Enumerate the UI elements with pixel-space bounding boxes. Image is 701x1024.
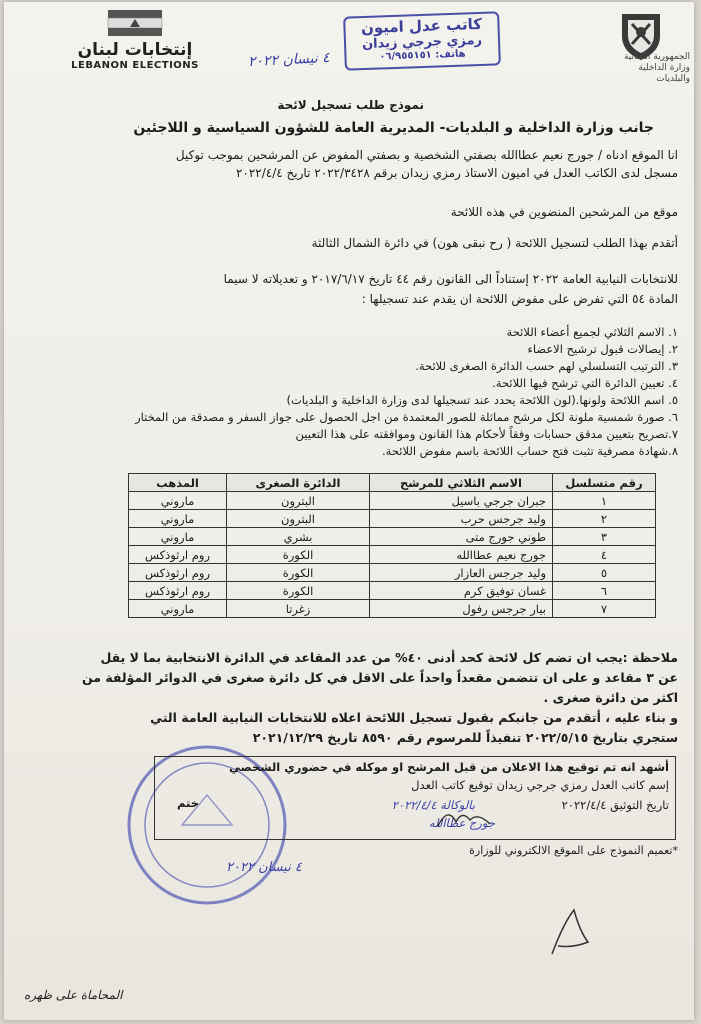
table-row [129, 528, 656, 546]
cell-name: غسان توفيق كرم [370, 582, 553, 600]
certification-box [154, 756, 676, 840]
footer-note: *تعميم النموذج على الموقع الالكتروني للوزارة [469, 844, 678, 857]
body-line-6: المادة ٥٤ التي تفرض على مفوض اللائحة ان يقدم عند تسجيلها : [361, 292, 678, 306]
cell-name: وليد جرجس حرب [370, 510, 553, 528]
cert-line-2: إسم كاتب العدل رمزي جرجي زيدان توقيع كاتب العدل [411, 778, 669, 792]
table-row [129, 510, 656, 528]
cell-sect: ماروني [129, 528, 227, 546]
cert-line-3: تاريخ التوثيق ٢٠٢٢/٤/٤ [561, 798, 669, 812]
cert-line-1: أشهد انه تم توقيع هذا الاعلان من قبل المرشح او موكله في حضوري الشخصي [228, 760, 669, 774]
col-name: الاسم الثلاثي للمرشح [370, 474, 553, 492]
cell-sect: روم ارثوذكس [129, 546, 227, 564]
cell-district: البترون [227, 492, 370, 510]
note-line-3: اكثر من دائرة صغرى . [543, 690, 678, 705]
cell-name: وليد جرجس العازار [370, 564, 553, 582]
cell-name: جورج نعيم عطاالله [370, 546, 553, 564]
candidates-table [128, 473, 656, 618]
col-serial: رقم متسلسل [553, 474, 656, 492]
cell-district: الكورة [227, 582, 370, 600]
cell-sect: ماروني [129, 600, 227, 618]
note-line-1: ملاحظة :يجب ان تضم كل لائحة كحد أدنى ٤٠% من عدد المقاعد في الدائرة الانتخابية بما لا يقل [100, 650, 678, 665]
list-item: ٨.شهادة مصرفية تثبت فتح حساب اللائحة باسم مفوض اللائحة. [382, 444, 678, 458]
cell-sect: روم ارثوذكس [129, 564, 227, 582]
note-line-2: عن ٣ مقاعد و على ان تتضمن مقعداً واحداً على الاقل في كل دائرة صغرى في الدوائر المؤلفة من [82, 670, 678, 685]
list-item: ٧.تصريح بتعيين مدقق حسابات وفقاً لأحكام هذا القانون وموافقته على هذا التعيين [295, 427, 678, 441]
document-page [4, 2, 694, 1020]
form-title: نموذج طلب تسجيل لائحة [277, 98, 424, 112]
handwritten-date: ٤ نيسان ٢٠٢٢ [247, 49, 331, 71]
cell-name: طوني جورج متى [370, 528, 553, 546]
cell-serial: ٥ [553, 564, 656, 582]
table-row [129, 546, 656, 564]
note-line-4: و بناء عليه ، أتقدم من جانبكم بقبول تسجيل اللائحة اعلاه للانتخابات النيابية العامة التي [150, 710, 678, 725]
signature-icon [544, 902, 604, 962]
addressee-line: جانب وزارة الداخلية و البلديات- المديرية العامة للشؤون السياسية و اللاجئين [133, 120, 654, 136]
col-district: الدائرة الصغرى [227, 474, 370, 492]
note-paragraph [82, 648, 678, 748]
elections-logo-arabic: إنتخابات لبنان [77, 40, 193, 60]
requirements-list [135, 324, 678, 460]
round-stamp-date: ٤ نيسان ٢٠٢٢ [226, 860, 302, 875]
ministry-line-2: وزارة الداخلية [638, 63, 690, 73]
table-row [129, 582, 656, 600]
ministry-line-3: والبلديات [656, 74, 690, 84]
table-row [129, 492, 656, 510]
cell-serial: ٤ [553, 546, 656, 564]
cell-serial: ٢ [553, 510, 656, 528]
cert-handwritten-agent: جورج عطاالله [428, 816, 495, 830]
notary-stamp [343, 11, 501, 70]
list-item: ٤. تعيين الدائرة التي ترشح فيها اللائحة. [492, 376, 678, 390]
body-line-2: مسجل لدى الكاتب العدل في اميون الاستاذ رمزي زيدان برقم ٢٠٢٢/٣٤٢٨ تاريخ ٢٠٢٢/٤/٤ [235, 166, 678, 180]
cell-sect: روم ارثوذكس [129, 582, 227, 600]
ministry-line-1: الجمهورية اللبنانية [623, 52, 690, 62]
notary-stamp-name: رمزي جرجي زيدان [361, 32, 483, 53]
cell-district: الكورة [227, 564, 370, 582]
cell-district: الكورة [227, 546, 370, 564]
cell-serial: ٧ [553, 600, 656, 618]
table-row [129, 600, 656, 618]
elections-logo-english: LEBANON ELECTIONS [71, 60, 199, 71]
list-item: ١. الاسم الثلاثي لجميع أعضاء اللائحة [506, 325, 678, 339]
body-line-4: أتقدم بهذا الطلب لتسجيل اللائحة ( رح نبقى هون) في دائرة الشمال الثالثة [311, 236, 678, 250]
cell-district: البترون [227, 510, 370, 528]
body-line-3: موقع من المرشحين المنضوين في هذه اللائحة [450, 205, 678, 219]
body-line-1: انا الموقع ادناه / جورج نعيم عطاالله بصفتي الشخصية و بصفتي المفوض عن المرشحين بموجب توكيل [175, 148, 678, 162]
bottom-handwriting: المحاماة على ظهره [24, 988, 123, 1002]
cell-name: جبران جرجي باسيل [370, 492, 553, 510]
cell-name: بيار جرجس رفول [370, 600, 553, 618]
body-line-5: للانتخابات النيابية العامة ٢٠٢٢ إستناداً الى القانون رقم ٤٤ تاريخ ٢٠١٧/٦/١٧ و تعديلاته لا سيما [223, 272, 678, 286]
notary-stamp-phone: هاتف: ٠٦/٩٥٥١٥١ [379, 48, 466, 63]
ministry-logo [534, 10, 694, 90]
table-header-row [129, 474, 656, 492]
col-sect: المذهب [129, 474, 227, 492]
table-row [129, 564, 656, 582]
signature-icon [434, 802, 494, 832]
list-item: ٦. صورة شمسية ملونة لكل مرشح مماثلة للصور المعتمدة من اجل الحصول على جواز السفر و مصدقة من المختار [135, 410, 678, 424]
list-item: ٥. اسم اللائحة ولونها.(لون اللائحة يحدد عند تسجيلها لدى وزارة الداخلية و البلديات) [286, 393, 678, 407]
list-item: ٣. الترتيب التسلسلي لهم حسب الدائرة الصغرى للائحة. [415, 359, 678, 373]
notary-stamp-title: كاتب عدل اميون [360, 14, 483, 38]
cedar-flag-icon [100, 8, 170, 38]
cell-serial: ١ [553, 492, 656, 510]
cell-district: زغرتا [227, 600, 370, 618]
cell-sect: ماروني [129, 510, 227, 528]
cell-district: بشري [227, 528, 370, 546]
cell-serial: ٦ [553, 582, 656, 600]
cert-handwritten-date: بالوكالة ٢٠٢٢/٤/٤ [391, 798, 475, 812]
cert-stamp-label: ختم [176, 796, 199, 810]
list-item: ٢. إيصالات قبول ترشيح الاعضاء [527, 342, 678, 356]
cell-serial: ٣ [553, 528, 656, 546]
lebanon-elections-logo [70, 8, 200, 82]
note-line-5: ستجري بتاريخ ٢٠٢٢/٥/١٥ تنفيذاً للمرسوم رقم ٨٥٩٠ تاريخ ٢٠٢١/١٢/٢٩ [252, 730, 678, 745]
cell-sect: ماروني [129, 492, 227, 510]
